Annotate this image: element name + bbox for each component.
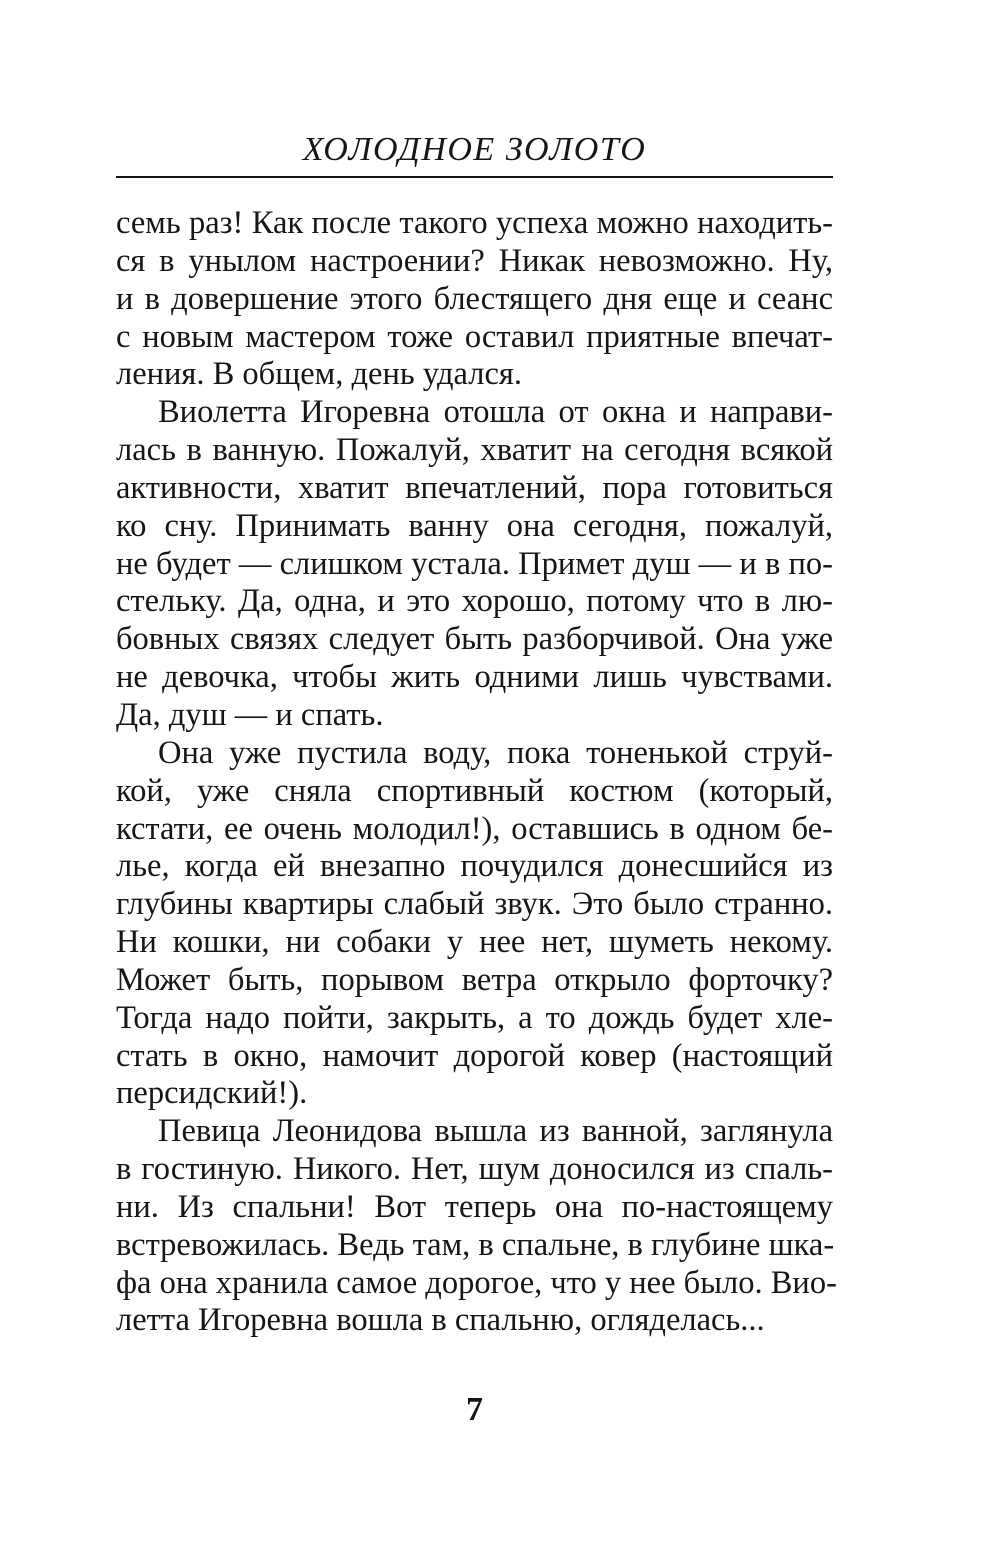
text-line: бовных связях следует быть разборчивой. Она уже (116, 621, 833, 658)
text-line: ни. Из спальни! Вот теперь она по-настоящему (116, 1188, 833, 1225)
text-line: семь раз! Как после такого успеха можно находить- (116, 205, 833, 241)
text-line: Ни кошки, ни собаки у нее нет, шуметь некому. (116, 924, 833, 961)
text-line: ся в унылом настроении? Никак невозможно. Ну, (116, 242, 833, 279)
text-line: активности, хватит впечатлений, пора готовиться (116, 469, 833, 506)
text-line: в гостиную. Никого. Нет, шум доносился из спаль- (116, 1151, 833, 1188)
text-line: Виолетта Игоревна отошла от окна и направи- (158, 394, 833, 431)
text-line: Тогда надо пойти, закрыть, а то дождь будет хле- (116, 999, 833, 1036)
page-number: 7 (466, 1391, 483, 1428)
paragraph-1 (116, 205, 833, 394)
text-line: лась в ванную. Пожалуй, хватит на сегодня всякой (116, 432, 833, 469)
paragraph-2 (116, 394, 833, 735)
text-line: фа она хранила самое дорогое, что у нее было. Вио- (116, 1264, 837, 1301)
text-line: стать в окно, намочит дорогой ковер (настоящий (116, 1037, 833, 1074)
text-line: персидский!). (116, 1075, 308, 1112)
page-body (116, 205, 837, 1340)
text-line: Да, душ — и спать. (116, 696, 384, 733)
text-line: не будет — слишком устала. Примет душ — и в по- (116, 545, 833, 582)
running-header (116, 128, 833, 178)
text-line: и в довершение этого блестящего дня еще и сеанс (116, 280, 833, 317)
text-line: ко сну. Принимать ванну она сегодня, пожалуй, (116, 507, 833, 544)
text-line: ления. В общем, день удался. (116, 356, 522, 393)
text-line: Она уже пустила воду, пока тоненькой струй- (158, 734, 833, 771)
text-line: глубины квартиры слабый звук. Это было странно. (116, 886, 833, 923)
text-line: с новым мастером тоже оставил приятные впечат- (116, 318, 833, 355)
text-line: лье, когда ей внезапно почудился донесшийся из (116, 848, 833, 885)
paragraph-3 (116, 735, 833, 1113)
header-divider (116, 176, 833, 178)
text-line: летта Игоревна вошла в спальню, огляделась... (116, 1302, 765, 1339)
text-line: кой, уже сняла спортивный костюм (который, (116, 772, 833, 809)
text-line: встревожилась. Ведь там, в спальне, в глубине шка- (116, 1226, 835, 1263)
text-line: Может быть, порывом ветра открыло форточку? (116, 961, 833, 998)
text-line: Певица Леонидова вышла из ванной, заглянула (158, 1113, 833, 1150)
paragraph-4 (116, 1113, 837, 1340)
book-title: ХОЛОДНОЕ ЗОЛОТО (302, 131, 647, 168)
text-line: стельку. Да, одна, и это хорошо, потому что в лю- (116, 583, 833, 620)
text-line: не девочка, чтобы жить одними лишь чувствами. (116, 659, 833, 696)
text-line: кстати, ее очень молодил!), оставшись в одном бе- (116, 810, 833, 847)
